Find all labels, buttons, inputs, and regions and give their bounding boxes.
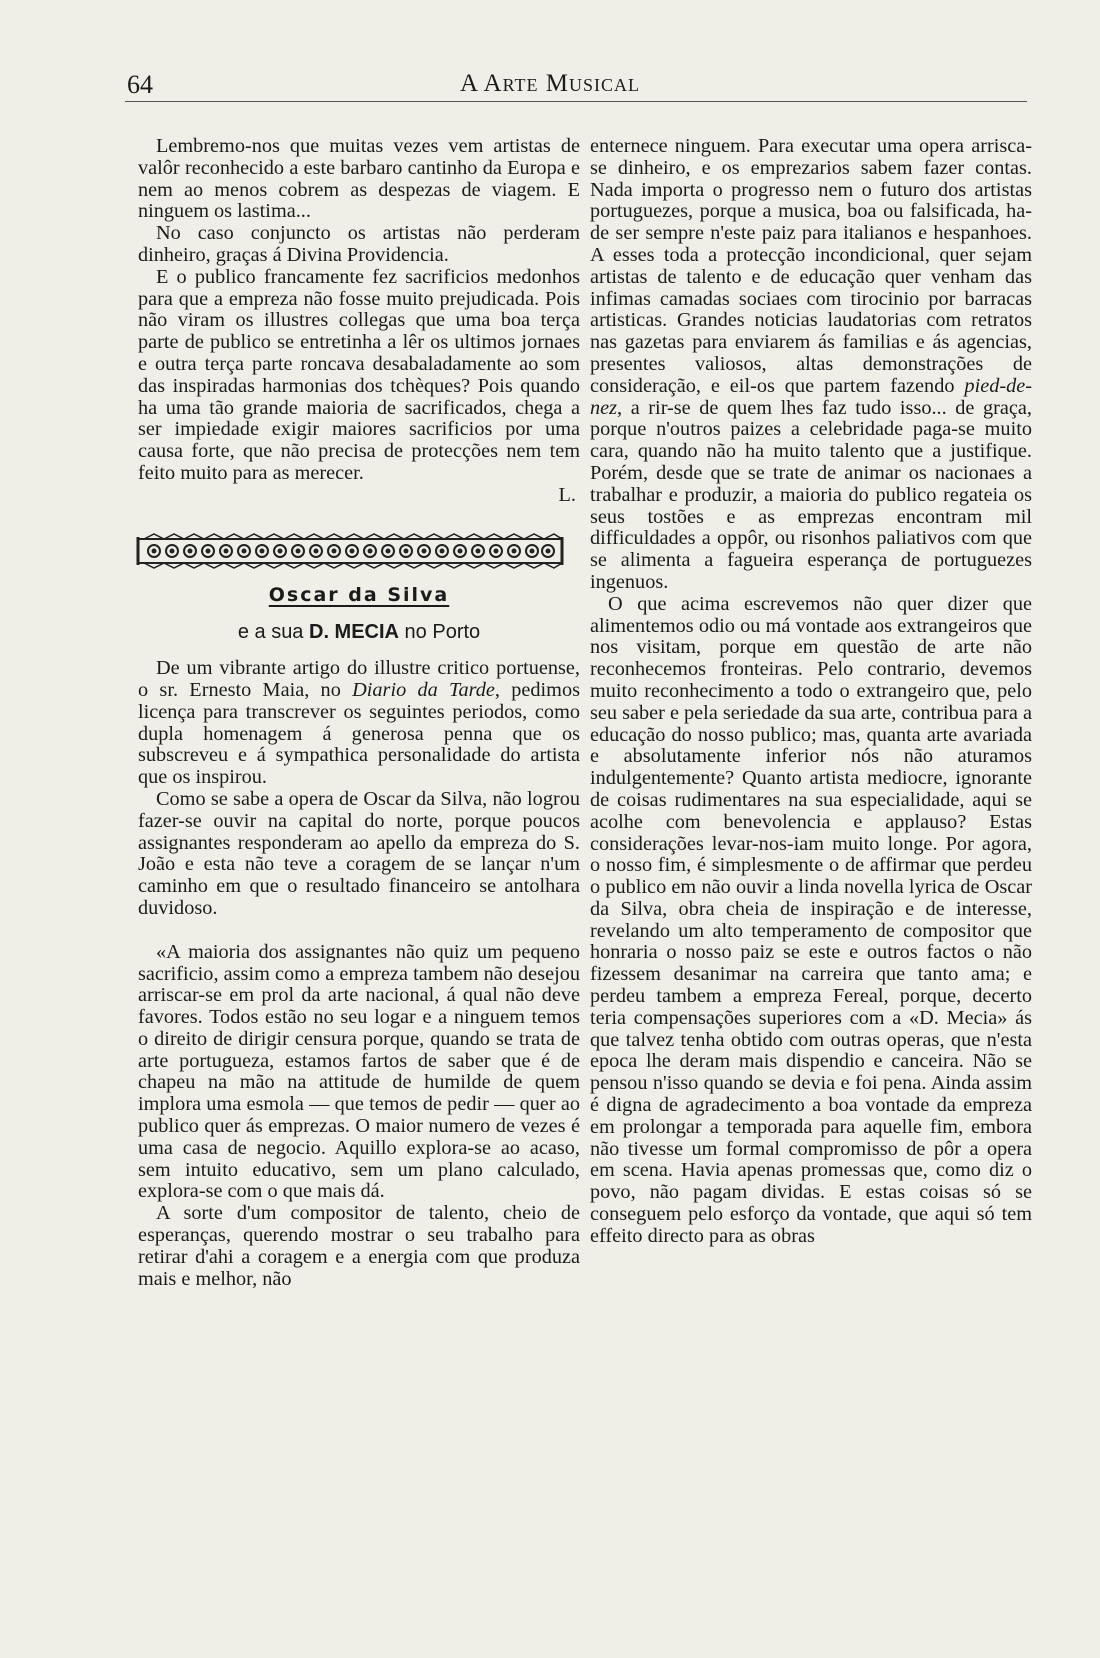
text-run: De um vibrante artigo do illustre critico portuense, o sr. Ernesto Maia, no bbox=[138, 657, 580, 701]
paragraph: E o publico francamente fez sacrificios medonhos para que a empreza não fosse muito prejudicada. Pois não viram os illustres collegas que uma boa terça parte de publico se entretinha a lêr os ultimos jornaes e outra terça parte roncava desabaladamente ao som das inspiradas harmonias dos tchèques? Pois quando ha uma tão grande maioria de sacrificados, chega a ser impiedade exigir maiores sacrificios por uma causa forte, que não precisa de protecções nem tem feito muito para as merecer. bbox=[138, 265, 580, 484]
paragraph bbox=[138, 658, 580, 789]
header-rule bbox=[125, 101, 1027, 102]
paragraph: No caso conjuncto os artistas não perderam dinheiro, graças á Divina Providencia. bbox=[138, 222, 580, 266]
subtitle-opera: D. MECIA bbox=[309, 621, 399, 644]
paragraph: Como se sabe a opera de Oscar da Silva, não logrou fazer-se ouvir na capital do norte, porque poucos assignantes responderam ao apello da empreza do S. João e esta não teve a coragem de se lançar n'um caminho em que o resultado financeiro se antolhara duvidoso. bbox=[138, 787, 580, 919]
italic-phrase: pied-de-nez bbox=[590, 374, 1032, 419]
text-run: enternece ninguem. Para executar uma opera arrisca-se dinheiro, e os emprezarios sabem fazer contas. Nada importa o progresso nem o futuro dos artistas portuguezes, porque a musica, boa ou falsificada, ha-de ser sempre n'este paiz para italianos e hespanhoes. A esses toda a protecção incondicional, quer sejam artistas de talento e de educação quer venham das infimas camadas sociaes com tirocinio por barracas artisticas. Grandes noticias laudatorias com retratos nas gazetas para enviarem ás familias e ás agencias, presentes valiosos, altas demonstrações de consideração, e eil-os que partem fazendo bbox=[590, 135, 1032, 397]
paragraph bbox=[590, 136, 1032, 594]
signature: L. bbox=[558, 483, 576, 506]
text-run: , a rir-se de quem lhes faz tudo isso... de graça, porque n'outros paizes a celebridade paga-se muito cara, quando não ha muito talento que a justifique. Porém, desde que se trate de animar os nacionaes a trabalhar e produzir, a maioria do publico regateia os seus tostões e as emprezas encontram mil difficuldades a oppôr, ou risonhos paliativos com que se alimenta a fagueira esperança de portuguezes ingenuos. bbox=[590, 396, 1032, 593]
subtitle-post: no Porto bbox=[399, 621, 481, 644]
article-subtitle bbox=[138, 622, 580, 644]
article-title: Oscar da Silva bbox=[268, 583, 450, 606]
paragraph: A sorte d'um compositor de talento, cheio de esperanças, querendo mostrar o seu trabalho para retirar d'ahi a coragem e a energia com que produza mais e melhor, não bbox=[138, 1202, 580, 1290]
right-column bbox=[590, 136, 1032, 1248]
running-head: A Arte Musical bbox=[460, 70, 640, 97]
text-run: , pedimos licença para transcrever os seguintes periodos, como dupla homenagem á generosa penna que os subscreveu e á sympathica personalidade do artista que os inspirou. bbox=[138, 678, 580, 789]
paragraph: O que acima escrevemos não quer dizer que alimentemos odio ou má vontade aos extrangeiros que nos visitam, porque em questão de arte não reconhecemos fronteiras. Pelo contrario, devemos muito reconhecimento a todo o extrangeiro que, pelo seu saber e pela seriedade da sua arte, contribua para a educação do nosso publico; mas, quanta arte avariada e absolutamente inferior nós não aturamos indulgentemente? Quanto artista mediocre, ignorante de coisas rudimentares na sua especialidade, aqui se acolhe com benevolencia e applauso? Estas considerações levar-nos-iam muito longe. Por agora, o nosso fim, é simplesmente o de affirmar que perdeu o publico em não ouvir a linda novella lyrica de Oscar da Silva, obra cheia de inspiração e de interesse, revelando um alto temperamento de compositor que honraria o nosso paiz se este e outros factos o não fizessem desanimar na carreira que tanto ama; e perdeu tambem a empreza Fereal, porque, decerto teria compensações superiores com a «D. Mecia» ás que talvez tenha obtido com outras operas, que n'esta epoca lhe deram mais dispendio e canceira. Não se pensou n'isso quando se devia e foi pena. Ainda assim é digna de agradecimento a boa vontade da empreza em prolongar a temporada para aquelle fim, embora não tivesse um formal compromisso de pôr a opera em scena. Havia apenas promessas que, como diz o povo, não pagam dividas. E estas coisas só se conseguem pelo esforço da vontade, que aqui só tem effeito directo para as obras bbox=[590, 592, 1033, 1247]
paragraph: «A maioria dos assignantes não quiz um pequeno sacrificio, assim como a empreza tambem não desejou arriscar-se em prol da arte nacional, á qual não deve favores. Todos estão no seu logar e a ninguem temos o direito de dirigir censura porque, quando se trata de arte portugueza, estamos fartos de saber que é de chapeu na mão na attitude de humilde de quem implora uma esmola — que temos de pedir — quer ao publico quer ás emprezas. O maior numero de vezes é uma casa de negocio. Aquillo explora-se ao acaso, sem intuito educativo, sem um plano calculado, explora-se com o que mais dá. bbox=[138, 940, 580, 1203]
page-number: 64 bbox=[127, 70, 153, 99]
decorative-divider bbox=[134, 531, 580, 571]
newspaper-name: Diario da Tarde bbox=[352, 678, 495, 701]
left-column bbox=[138, 136, 580, 1290]
paragraph: Lembremo-nos que muitas vezes vem artistas de valôr reconhecido a este barbaro cantinho da Europa e nem ao menos cobrem as despezas de viagem. E ninguem os lastima... bbox=[138, 135, 580, 223]
ornament-border-icon bbox=[134, 531, 566, 571]
subtitle-pre: e a sua bbox=[237, 621, 309, 644]
